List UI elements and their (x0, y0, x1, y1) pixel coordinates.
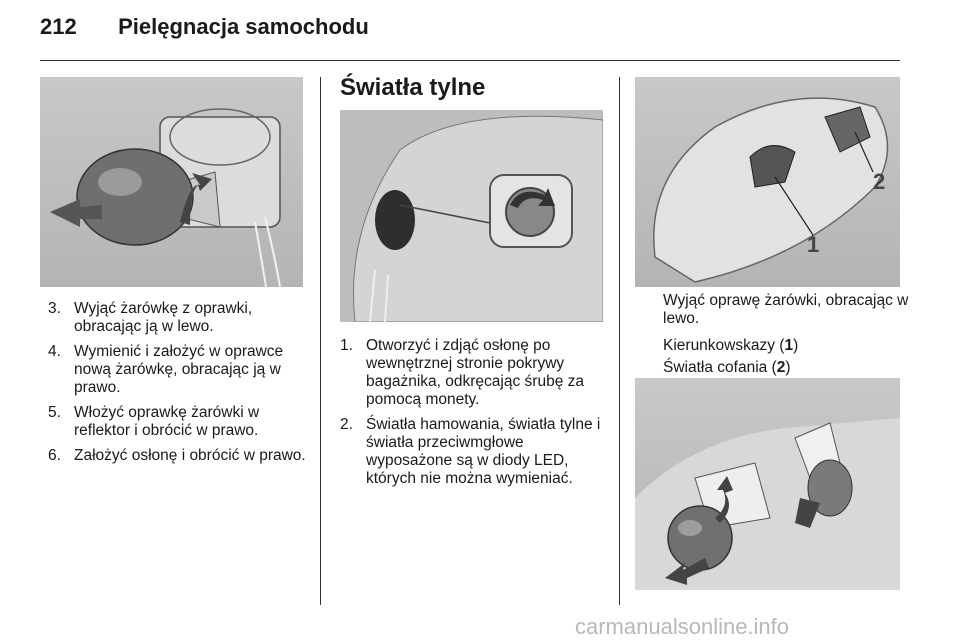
page-header (40, 14, 369, 40)
middle-steps-list (340, 337, 602, 495)
bulbs-illustration (635, 378, 900, 590)
left-steps-list (48, 300, 310, 472)
page-title: Pielęgnacja samochodu (118, 14, 369, 39)
list-item: 1. Otworzyć i zdjąć osłonę po wewnętrznej stronie pokrywy bagażnika, odkręcając śrubę za pomocą monety. (340, 337, 584, 408)
list-item: 4. Wymienić i założyć w oprawce nową żarówkę, obracając ją w prawo. (48, 343, 284, 396)
turn-signal-line: Kierunkowskazy (1) (663, 337, 799, 354)
list-item: 2. Światła hamowania, światła tylne i światła przeciwmgłowe wyposażone są w diody LED, których nie można wymieniać. (340, 416, 601, 487)
bulb-removal-drawing (40, 77, 303, 287)
section-heading: Światła tylne (340, 74, 486, 101)
column-divider-right (619, 77, 620, 605)
callout-2: 2 (873, 169, 886, 194)
bulb-removal-illustration (40, 77, 303, 287)
header-rule (40, 60, 900, 61)
list-item: 3. Wyjąć żarówkę z oprawki, obracając ją w lewo. (48, 300, 253, 335)
trunk-cover-drawing (340, 110, 603, 322)
callout-1: 1 (807, 232, 820, 257)
reverse-light-line: Światła cofania (2) (663, 359, 791, 376)
tail-lamp-illustration (635, 77, 900, 287)
list-item: 6. Założyć osłonę i obrócić w prawo. (48, 447, 306, 464)
tail-lamp-drawing (635, 77, 900, 287)
watermark: carmanualsonline.info (575, 614, 790, 639)
trunk-cover-illustration (340, 110, 603, 322)
bulbs-drawing (635, 378, 900, 590)
page-number: 212 (40, 14, 77, 39)
list-item: 5. Włożyć oprawkę żarówki w reflektor i obrócić w prawo. (48, 404, 260, 439)
remove-socket-text: Wyjąć oprawę żarówki, obracając w lewo. (663, 292, 909, 327)
column-divider-left (320, 77, 321, 605)
